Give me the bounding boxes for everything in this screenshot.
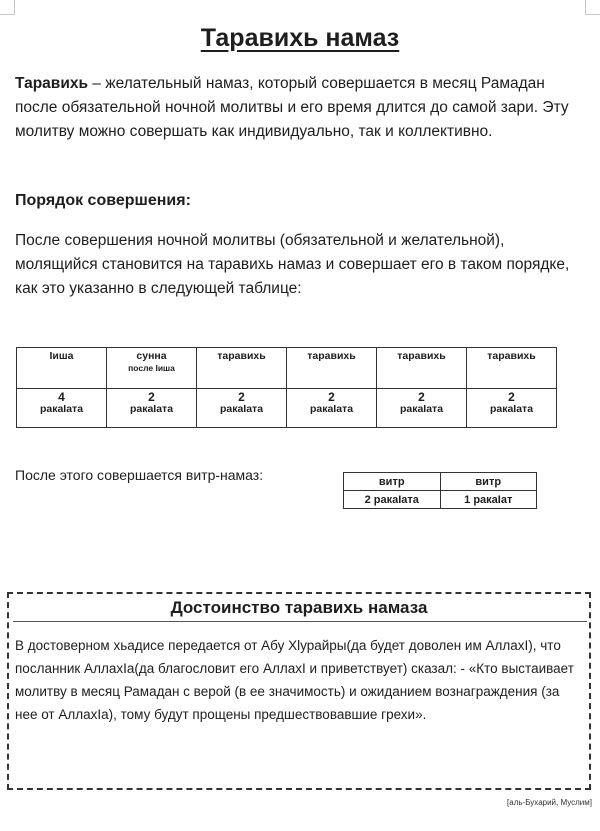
intro-text: – желательный намаз, который совершается в месяц Рамадан после обязательной ночной молитвы и его время длится до самой зари. Эту молитву можно совершать как индивидуально, так и коллективно. <box>15 75 569 140</box>
prayer-table <box>16 347 557 428</box>
vitr-paragraph: После этого совершается витр-намаз: <box>15 467 264 483</box>
intro-paragraph <box>15 72 575 144</box>
table-cell: 2 ракаIата <box>197 389 287 428</box>
table-header-cell: витр <box>344 473 441 491</box>
intro-term: Таравихь <box>15 75 88 92</box>
table-cell: 2 ракаIата <box>377 389 467 428</box>
page-corner-mark <box>0 0 15 15</box>
table-row <box>344 491 537 509</box>
virtue-text: В достоверном хьадисе передается от Абу Хlурайры(да будет доволен им АллахI), что посланник АллахIа(да благословит его АллахI и приветствует) сказал: - «Кто выстаивает молитву в месяц Рамадан с верой (в ее значимость) и ожиданием вознаграждения (за нее от АллахIа), тому будут прощены предшествовавшие грехи». <box>15 638 574 722</box>
table-cell: 1 ракаIат <box>440 491 537 509</box>
table-cell: 2 ракаIата <box>287 389 377 428</box>
page-corner-mark <box>585 0 600 15</box>
order-heading: Порядок совершения: <box>15 192 191 209</box>
table-cell: 2 ракаIата <box>467 389 557 428</box>
table-row <box>17 348 557 389</box>
page-title: Таравихь намаз <box>200 24 400 52</box>
virtue-divider <box>13 621 587 622</box>
table-header-cell: витр <box>440 473 537 491</box>
table-row <box>344 473 537 491</box>
table-header-cell: таравихь <box>467 348 557 389</box>
table-row <box>17 389 557 428</box>
vitr-table <box>343 472 537 509</box>
table-header-cell: таравихь <box>287 348 377 389</box>
virtue-title: Достоинство таравихь намаза <box>170 598 428 617</box>
table-cell: 2 ракаIата <box>107 389 197 428</box>
table-header-cell: таравихь <box>377 348 467 389</box>
table-header-cell: Iиша <box>17 348 107 389</box>
order-paragraph: После совершения ночной молитвы (обязательной и желательной), молящийся становится на таравихь намаз и совершает его в таком порядке, как это указанно в следующей таблице: <box>15 232 570 297</box>
virtue-box <box>7 592 591 790</box>
table-header-cell: сунна после Iиша <box>107 348 197 389</box>
table-cell: 4 ракаIата <box>17 389 107 428</box>
table-header-cell: таравихь <box>197 348 287 389</box>
table-cell: 2 ракаIата <box>344 491 441 509</box>
source-citation: [аль-Бухарий, Муслим] <box>507 798 592 807</box>
